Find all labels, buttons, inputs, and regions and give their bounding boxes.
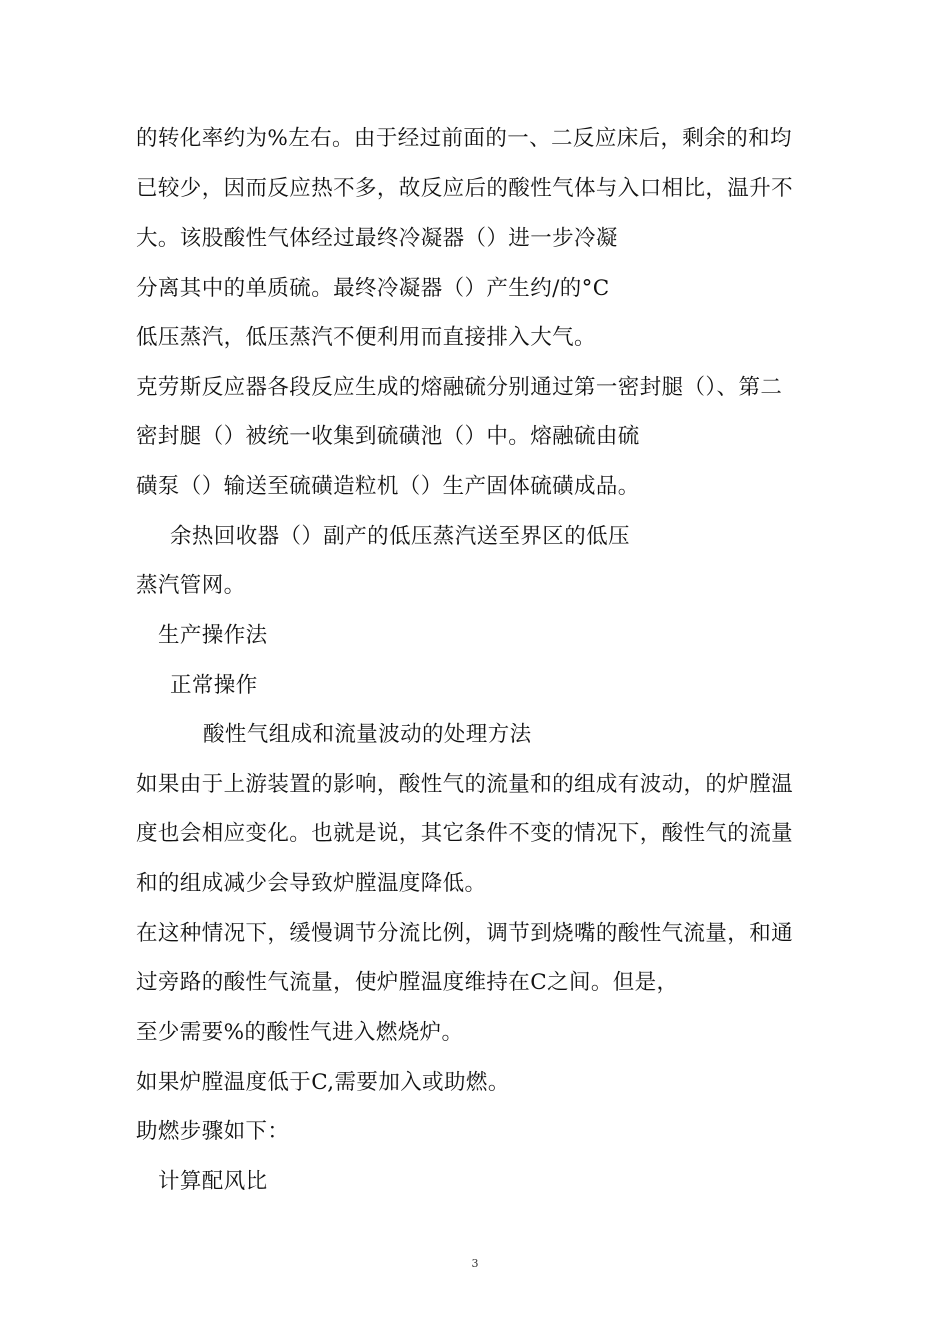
text-line: 蒸汽管网。 (136, 573, 246, 598)
text-line: 低压蒸汽，低压蒸汽不便利用而直接排入大气。 (136, 325, 596, 350)
text-line: 的转化率约为%左右。由于经过前面的一、二反应床后，剩余的和均 (136, 126, 792, 151)
text-line: 密封腿（）被统一收集到硫磺池（）中。熔融硫由硫 (136, 424, 640, 449)
text-line: 至少需要%的酸性气进入燃烧炉。 (136, 1020, 464, 1045)
text-line: 分离其中的单质硫。最终冷凝器（）产生约/的°C (136, 276, 610, 301)
text-line: 大。该股酸性气体经过最终冷凝器（）进一步冷凝 (136, 226, 618, 251)
text-line: 度也会相应变化。也就是说，其它条件不变的情况下，酸性气的流量 (136, 821, 794, 846)
text-line: 如果由于上游装置的影响，酸性气的流量和的组成有波动，的炉膛温 (136, 772, 794, 797)
text-line: 已较少，因而反应热不多，故反应后的酸性气体与入口相比，温升不 (136, 176, 794, 201)
text-line: 和的组成减少会导致炉膛温度降低。 (136, 871, 487, 896)
section-heading: 生产操作法 (158, 623, 268, 648)
text-line: 在这种情况下，缓慢调节分流比例，调节到烧嘴的酸性气流量，和通 (136, 921, 794, 946)
page-number: 3 (471, 1257, 479, 1270)
text-line: 助燃步骤如下： (136, 1119, 290, 1144)
subsubsection-heading: 酸性气组成和流量波动的处理方法 (203, 722, 532, 747)
text-line: 克劳斯反应器各段反应生成的熔融硫分别通过第一密封腿（）、第二 (136, 375, 783, 400)
text-line: 过旁路的酸性气流量，使炉膛温度维持在C之间。但是， (136, 970, 679, 995)
section-heading: 计算配风比 (158, 1169, 268, 1194)
text-line: 磺泵（）输送至硫磺造粒机（）生产固体硫磺成品。 (136, 474, 640, 499)
subsection-heading: 正常操作 (170, 673, 258, 698)
text-line: 余热回收器（）副产的低压蒸汽送至界区的低压 (170, 524, 630, 549)
text-line: 如果炉膛温度低于C,需要加入或助燃。 (136, 1070, 510, 1095)
